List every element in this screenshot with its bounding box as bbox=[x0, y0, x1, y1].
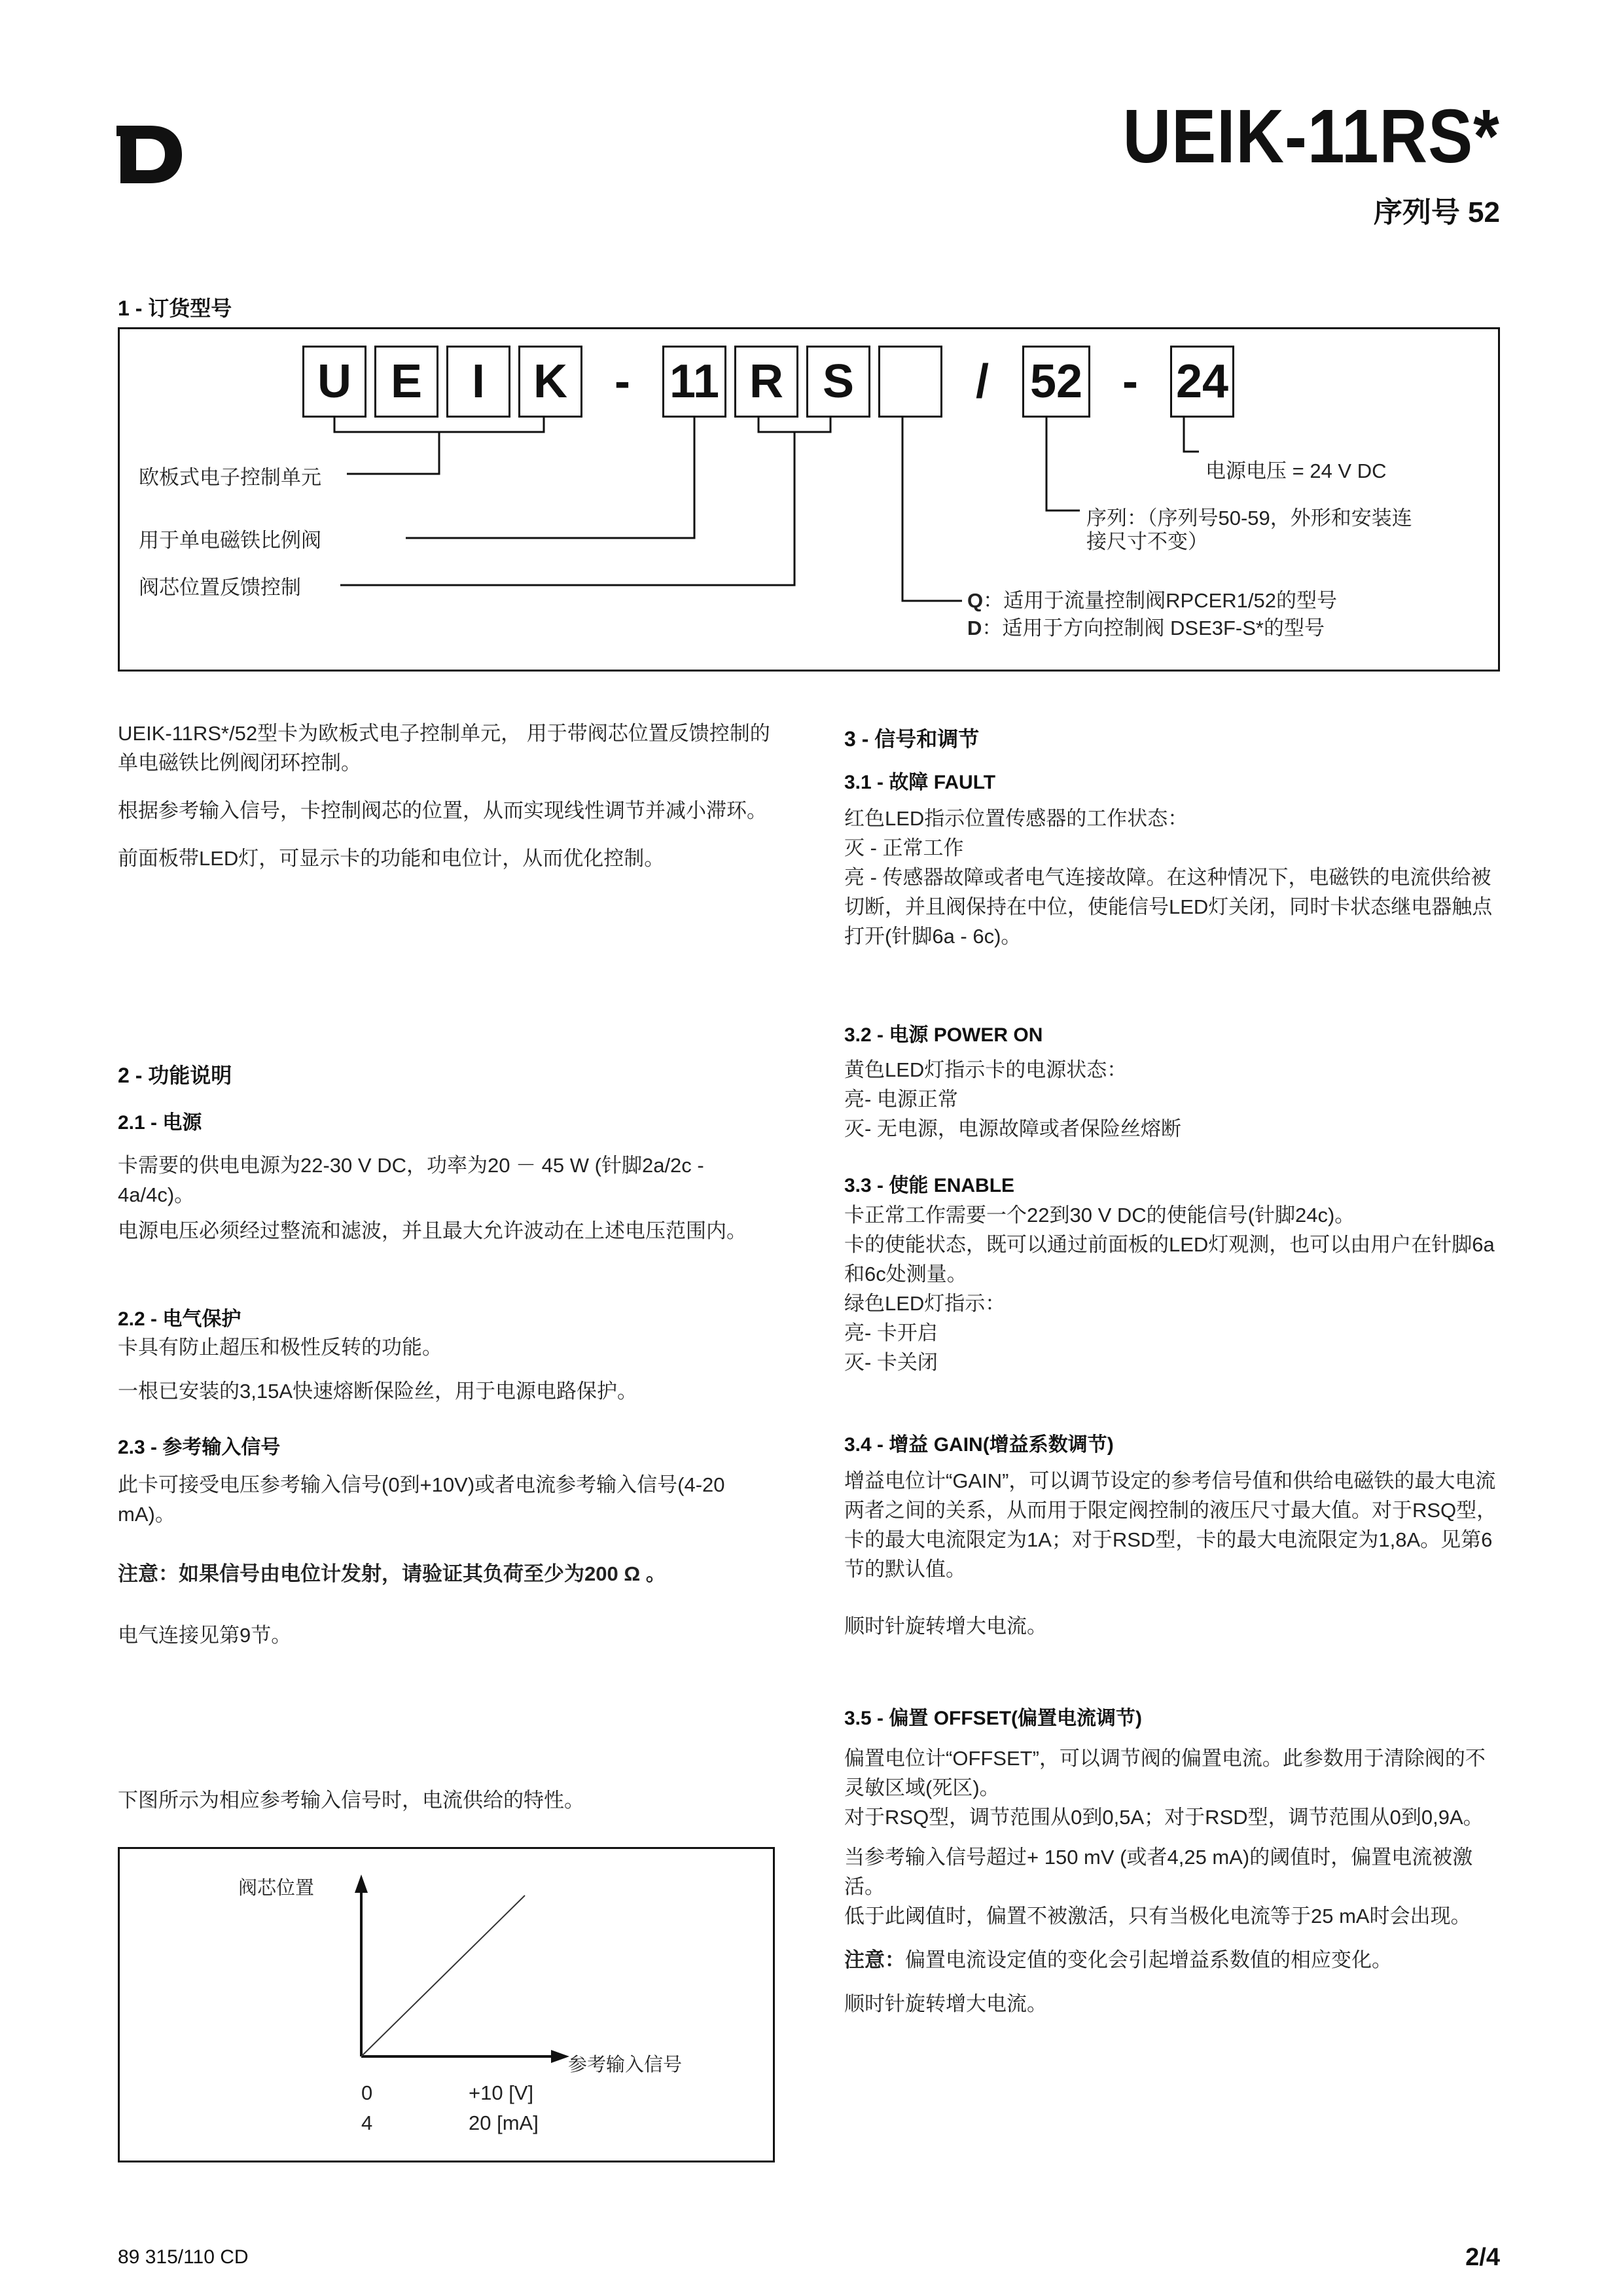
section2-3-text: 此卡可接受电压参考输入信号(0到+10V)或者电流参考输入信号(4-20 mA)。 bbox=[118, 1473, 725, 1526]
paragraph: 卡需要的供电电源为22-30 V DC，功率为20 － 45 W (针脚2a/2c - 4a/4c)。 bbox=[118, 1154, 704, 1206]
chart-x-label: 参考输入信号 bbox=[568, 2054, 683, 2075]
text-line: 灭 - 正常工作 bbox=[844, 836, 964, 859]
chart-tick-label: 4 bbox=[361, 2111, 373, 2134]
paragraph: 顺时针旋转增大电流。 bbox=[844, 1615, 1047, 1638]
text-line: 绿色LED灯指示： bbox=[844, 1292, 1006, 1315]
code-separator: / bbox=[975, 355, 989, 408]
document-number: 89 315/110 CD bbox=[118, 2246, 249, 2268]
label-variant-q bbox=[967, 584, 1337, 613]
paragraph: 偏置电位计“OFFSET”，可以调节阀的偏置电流。此参数用于清除阀的不灵敏区域(死区)。 bbox=[844, 1747, 1486, 1799]
paragraph: 当参考输入信号超过+ 150 mV (或者4,25 mA)的阈值时，偏置电流被激活。 bbox=[844, 1846, 1473, 1898]
label-series-line1: 序列：（序列号50-59，外形和安装连 bbox=[1086, 507, 1412, 529]
note-paragraph bbox=[844, 1945, 1499, 1975]
section3-3-heading: 3.3 - 使能 ENABLE bbox=[844, 1175, 1015, 1196]
chart-tick-label: 0 bbox=[361, 2081, 373, 2104]
label-single-solenoid: 用于单电磁铁比例阀 bbox=[139, 529, 321, 552]
characteristic-chart bbox=[118, 1847, 775, 2162]
paragraph: 卡具有防止超压和极性反转的功能。 bbox=[118, 1336, 442, 1359]
paragraph: 顺时针旋转增大电流。 bbox=[844, 1992, 1047, 2015]
code-cell: I bbox=[446, 346, 510, 418]
variant-d-key: D bbox=[967, 617, 982, 639]
section2-3-note: 注意：如果信号由电位计发射，请验证其负荷至少为200 Ω 。 bbox=[118, 1562, 666, 1585]
code-cell: 11 bbox=[662, 346, 726, 418]
variant-d-text: ：适用于方向控制阀 DSE3F-S*的型号 bbox=[982, 617, 1325, 639]
variant-q-key: Q bbox=[967, 589, 984, 612]
chart-y-axis-arrow bbox=[355, 1874, 368, 1893]
chart-series-line bbox=[361, 1895, 525, 2056]
section3-heading: 3 - 信号和调节 bbox=[844, 727, 980, 751]
label-supply-voltage: 电源电压 = 24 V DC bbox=[1205, 459, 1387, 482]
paragraph: 增益电位计“GAIN”，可以调节设定的参考信号值和供给电磁铁的最大电流两者之间的关系，从而用于限定阀控制的液压尺寸最大值。对于RSQ型，卡的最大电流限定为1A；对于RSD型，卡的最大电流限定为1,8A。见第6节的默认值。 bbox=[844, 1469, 1497, 1581]
section3-5-heading: 3.5 - 偏置 OFFSET(偏置电流调节) bbox=[844, 1708, 1143, 1729]
label-feedback: 阀芯位置反馈控制 bbox=[139, 576, 301, 599]
code-cell: R bbox=[734, 346, 798, 418]
section2-2-text bbox=[118, 1333, 772, 1424]
code-cell: 52 bbox=[1022, 346, 1090, 418]
code-separator: - bbox=[615, 355, 630, 408]
paragraph: 对于RSQ型，调节范围从0到0,5A；对于RSD型，调节范围从0到0,9A。 bbox=[844, 1806, 1484, 1829]
code-cell: K bbox=[518, 346, 582, 418]
note-text: 偏置电流设定值的变化会引起增益系数值的相应变化。 bbox=[905, 1948, 1392, 1971]
chart-intro-text: 下图所示为相应参考输入信号时，电流供给的特性。 bbox=[118, 1789, 584, 1812]
text-line: 亮 - 传感器故障或者电气连接故障。在这种情况下，电磁铁的电流供给被切断，并且阀保持在中位，使能信号LED灯关闭，同时卡状态继电器触点打开(针脚6a - 6c)。 bbox=[844, 866, 1493, 948]
chart-tick-label: 20 [mA] bbox=[469, 2111, 539, 2134]
text-line: 亮- 卡开启 bbox=[844, 1321, 938, 1344]
chart-tick-label: +10 [V] bbox=[469, 2081, 534, 2104]
text-line: 红色LED指示位置传感器的工作状态： bbox=[844, 807, 1188, 830]
note-key: 注意： bbox=[844, 1948, 905, 1971]
text-line: 卡的使能状态，既可以通过前面板的LED灯观测，也可以由用户在针脚6a和6c处测量。 bbox=[844, 1233, 1495, 1285]
label-euro-card: 欧板式电子控制单元 bbox=[139, 466, 321, 489]
code-cell: S bbox=[806, 346, 870, 418]
section3-1-text bbox=[844, 804, 1499, 951]
page-number: 2/4 bbox=[1465, 2244, 1500, 2271]
section3-3-text bbox=[844, 1200, 1499, 1377]
section2-2-heading: 2.2 - 电气保护 bbox=[118, 1308, 241, 1330]
code-cell: 24 bbox=[1170, 346, 1234, 418]
label-series-line2: 接尺寸不变） bbox=[1086, 530, 1208, 553]
chart-y-label: 阀芯位置 bbox=[238, 1878, 315, 1899]
intro-paragraph: 前面板带LED灯，可显示卡的功能和电位计，从而优化控制。 bbox=[118, 847, 665, 870]
text-line: 黄色LED灯指示卡的电源状态： bbox=[844, 1058, 1128, 1081]
paragraph: 一根已安装的3,15A快速熔断保险丝，用于电源电路保护。 bbox=[118, 1380, 638, 1403]
section3-5-text bbox=[844, 1744, 1499, 2037]
paragraph: 低于此阈值时，偏置不被激活，只有当极化电流等于25 mA时会出现。 bbox=[844, 1905, 1471, 1928]
intro-paragraph: 根据参考输入信号，卡控制阀芯的位置，从而实现线性调节并减小滞环。 bbox=[118, 799, 767, 822]
code-cell: E bbox=[374, 346, 438, 418]
text-line: 灭- 卡关闭 bbox=[844, 1351, 938, 1374]
section3-2-heading: 3.2 - 电源 POWER ON bbox=[844, 1024, 1043, 1046]
intro-text bbox=[118, 719, 772, 891]
paragraph: 电源电压必须经过整流和滤波，并且最大允许波动在上述电压范围内。 bbox=[118, 1219, 747, 1242]
variant-q-text: ：适用于流量控制阀RPCER1/52的型号 bbox=[983, 589, 1337, 612]
section3-2-text bbox=[844, 1055, 1499, 1143]
page-title: UEIK-11RS* bbox=[1122, 94, 1500, 179]
section2-3-heading: 2.3 - 参考输入信号 bbox=[118, 1437, 281, 1458]
label-variant-d bbox=[967, 611, 1325, 641]
section2-heading: 2 - 功能说明 bbox=[118, 1064, 232, 1087]
section2-1-heading: 2.1 - 电源 bbox=[118, 1112, 202, 1134]
section3-4-heading: 3.4 - 增益 GAIN(增益系数调节) bbox=[844, 1434, 1114, 1456]
code-separator: - bbox=[1122, 355, 1138, 408]
section2-3-reference: 电气连接见第9节。 bbox=[118, 1624, 292, 1647]
chart-x-axis-arrow bbox=[551, 2050, 569, 2063]
text-line: 卡正常工作需要一个22到30 V DC的使能信号(针脚24c)。 bbox=[844, 1204, 1355, 1227]
page-subtitle: 序列号 52 bbox=[1373, 196, 1500, 228]
section1-heading: 1 - 订货型号 bbox=[118, 296, 232, 320]
text-line: 灭- 无电源，电源故障或者保险丝熔断 bbox=[844, 1117, 1181, 1140]
intro-paragraph: UEIK-11RS*/52型卡为欧板式电子控制单元， 用于带阀芯位置反馈控制的单电磁铁比例阀闭环控制。 bbox=[118, 722, 770, 774]
section3-1-heading: 3.1 - 故障 FAULT bbox=[844, 772, 996, 793]
section3-4-text bbox=[844, 1466, 1499, 1659]
code-cell: U bbox=[302, 346, 366, 418]
section2-1-text bbox=[118, 1151, 772, 1264]
text-line: 亮- 电源正常 bbox=[844, 1088, 958, 1111]
